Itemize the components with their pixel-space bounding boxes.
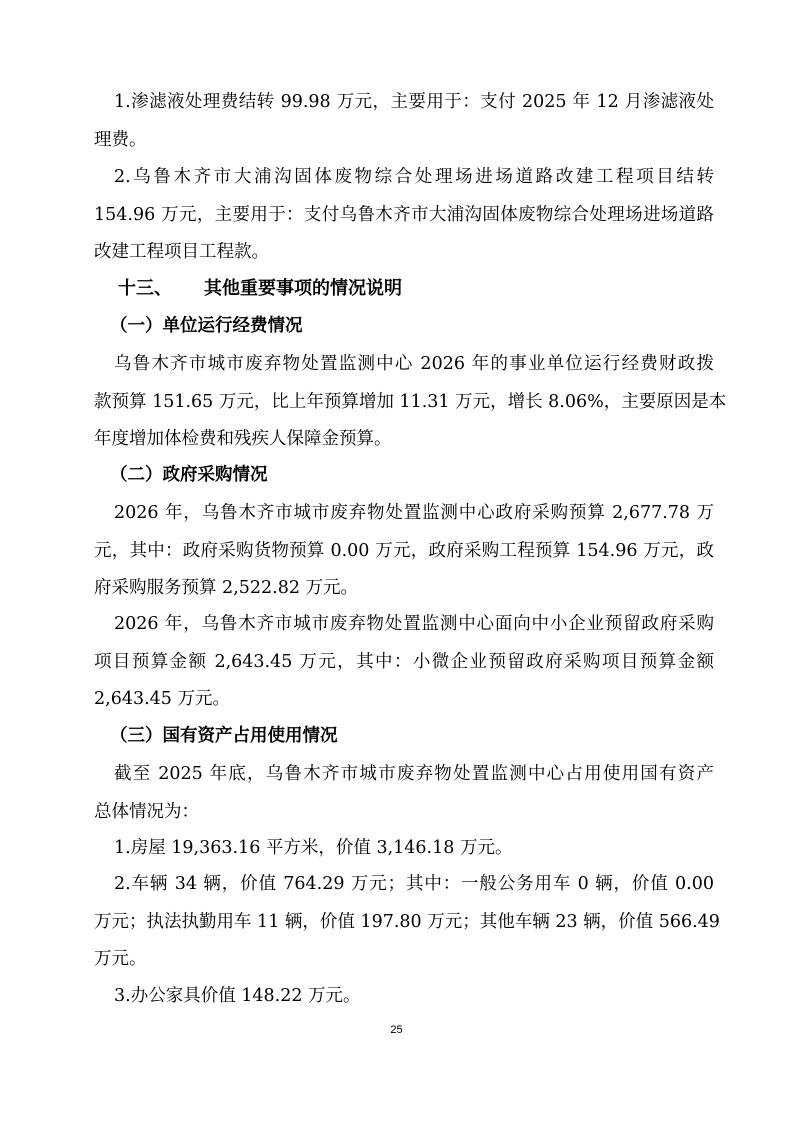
paragraph-sme-procurement [94,606,714,719]
paragraph-leachate-fee [94,84,714,159]
paragraph-buildings [114,830,714,868]
paragraph-furniture [114,978,714,1016]
text-line: 2.乌鲁木齐市大浦沟固体废物综合处理场进场道路改建工程项目结转 [114,167,714,187]
paragraph-assets-overview [94,756,714,831]
text-line: 截至 2025 年底，乌鲁木齐市城市废弃物处置监测中心占用使用国有资产 [114,764,714,784]
text-line: 万元；执法执勤用车 11 辆，价值 197.80 万元；其他车辆 23 辆，价值 566.49 [94,911,720,932]
text-line: 万元。 [94,949,147,969]
text-line: 款预算 151.65 万元，比上年预算增加 11.31 万元，增长 8.06%，主要原因是本 [94,391,727,412]
paragraph-vehicles [94,866,720,979]
paragraph-road-project [94,159,714,272]
text-line: 1.渗滤液处理费结转 99.98 万元，主要用于：支付 2025 年 12 月渗滤液处 [114,92,714,112]
text-line: 理费。 [94,129,147,150]
subsection-heading-operating-funds: （一）单位运行经费情况 [110,316,303,336]
text-line: 1.房屋 19,363.16 平方米，价值 3,146.18 万元。 [114,838,513,858]
text-line: 154.96 万元，主要用于：支付乌鲁木齐市大浦沟固体废物综合处理场进场道路 [94,204,714,225]
text-line: 2026 年，乌鲁木齐市城市废弃物处置监测中心政府采购预算 2,677.78 万 [114,503,714,523]
section-number: 十三、 [118,278,172,299]
text-line: 3.办公家具价值 148.22 万元。 [114,986,361,1006]
text-line: 2.车辆 34 辆，价值 764.29 万元；其中：一般公务用车 0 辆，价值 0.00 [114,874,714,894]
text-line: 府采购服务预算 2,522.82 万元。 [94,578,359,598]
page-number: 25 [390,1024,403,1036]
text-line: 2026 年，乌鲁木齐市城市废弃物处置监测中心面向中小企业预留政府采购 [114,614,714,634]
text-line: 乌鲁木齐市城市废弃物处置监测中心 2026 年的事业单位运行经费财政拨 [114,354,714,374]
section-heading-13 [118,270,402,307]
text-line: 改建工程项目工程款。 [94,242,269,262]
section-title: 其他重要事项的情况说明 [204,278,402,299]
text-line: 元，其中：政府采购货物预算 0.00 万元，政府采购工程预算 154.96 万元，政 [94,540,714,561]
text-line: 2,643.45 万元。 [94,689,230,709]
text-line: 年度增加体检费和残疾人保障金预算。 [94,429,392,449]
paragraph-procurement-budget [94,495,714,608]
text-line: 总体情况为： [94,801,199,822]
text-line: 项目预算金额 2,643.45 万元，其中：小微企业预留政府采购项目预算金额 [94,651,714,672]
paragraph-operating-funds [94,346,727,459]
subsection-heading-state-assets: （三）国有资产占用使用情况 [110,726,338,746]
subsection-heading-procurement: （二）政府采购情况 [110,465,268,485]
